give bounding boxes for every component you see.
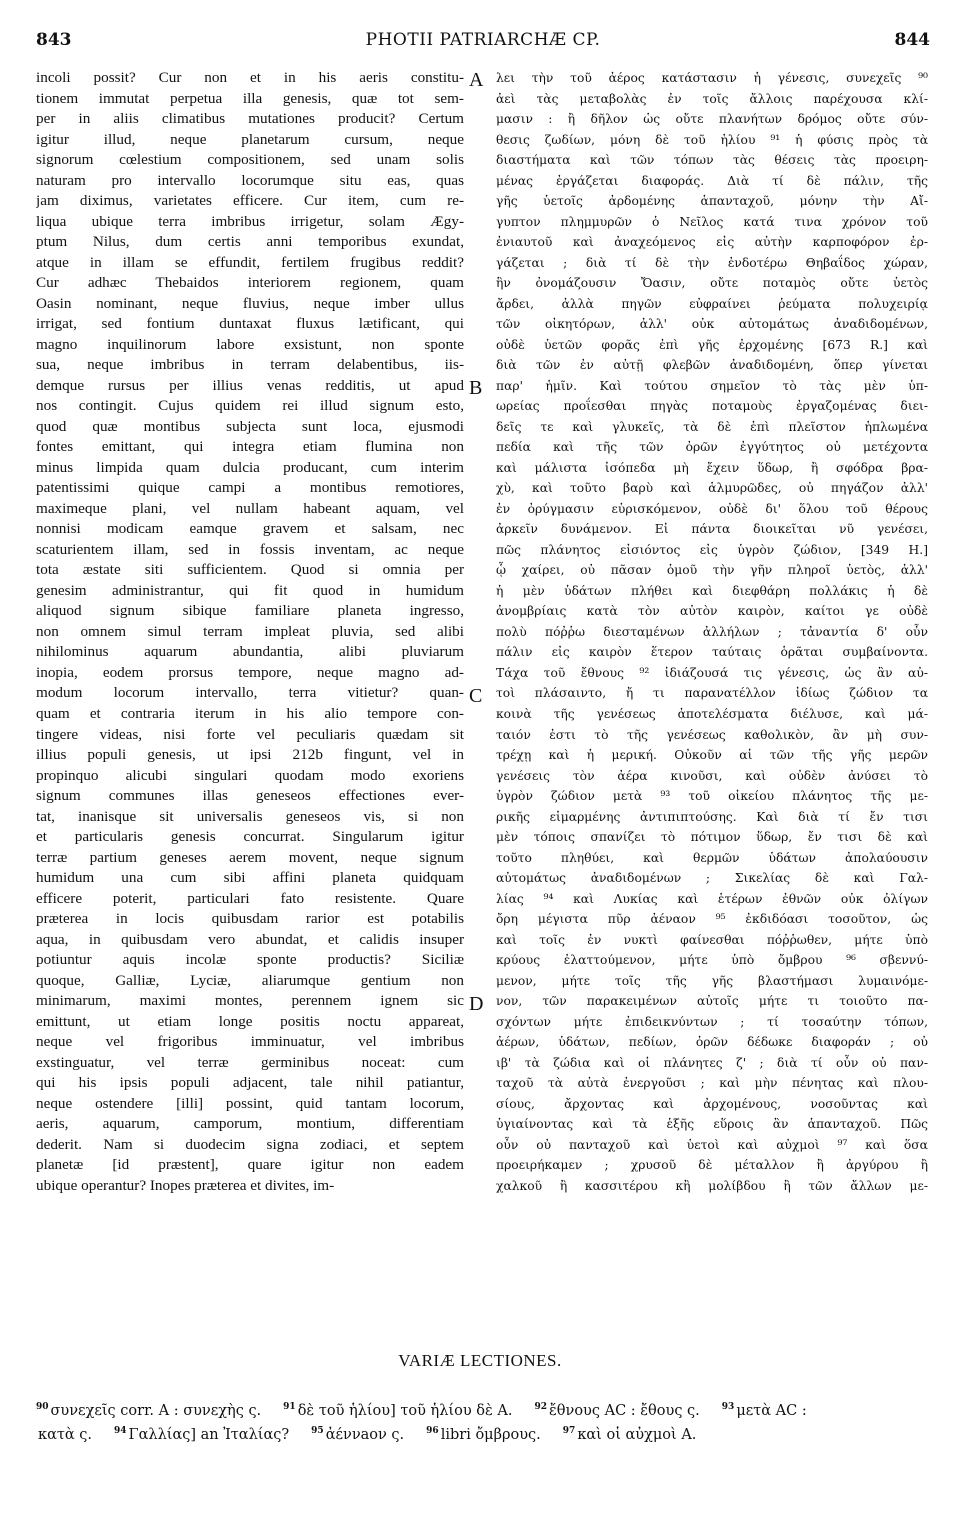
greek-text-line: ταχοῦ τὰ αὐτὰ ἐνεργοῦσι ; καὶ μὴν πένητας καὶ πλου-: [496, 1076, 928, 1091]
latin-text-line: quam et contraria iterum in his alio tempore con-: [36, 704, 464, 722]
footnote-text: libri ὄμβρους.: [440, 1426, 541, 1443]
greek-text-line: ἣν ὀνομάζουσιν Ὄασιν, οὔτε ποταμὸς οὔτε ὑετὸς: [496, 276, 928, 291]
greek-text-line: πάλιν εἰς καιρὸν ἕτερον ταύταις ὁρᾶται συμβαίνοντα.: [496, 645, 928, 660]
greek-text-line: ὑγιαίνοντας καὶ τὰ ἑξῆς εὕροις ἂν ἁπανταχοῦ. Πῶς: [496, 1117, 928, 1132]
latin-text-line: tionem immutat perpetua illa genesis, quæ tot sem-: [36, 89, 464, 107]
greek-text-line: ὄρη μέγιστα πῦρ ἀέναον ⁹⁵ ἐκδιδόασι τοσοῦτον, ὡς: [496, 912, 928, 927]
latin-text-line: humidum una cum sibi affini planeta quidquam: [36, 869, 464, 887]
latin-text-line: minus limpida quam dulcia producant, cum interim: [36, 458, 464, 476]
latin-text-line: modum locorum intervallo, terra vitietur? quan-: [36, 684, 464, 702]
latin-text-line: tat, inanisque sit universalis geneseos vis, si non: [36, 807, 464, 825]
latin-text-line: igitur illud, neque planetarum cursum, neque: [36, 130, 464, 148]
greek-text-line: ἐν ὀρύγμασιν εὑρισκόμενον, οὐδὲ δι' ὅλου τοῦ θέρους: [496, 501, 928, 516]
footnote-text: μετὰ AC :: [736, 1402, 807, 1419]
footnotes-line-2: [36, 1420, 930, 1446]
footnote: [36, 1427, 92, 1443]
footnote-text: Γαλλίας] an Ἰταλίας?: [128, 1426, 290, 1443]
greek-text-line: ἄρδει, ἀλλὰ πηγῶν εὐφραίνει ῥεύματα πολυχειρίᾳ: [496, 296, 928, 311]
greek-text-line: μένας ἐργάζεται διαφοράς. Διὰ τί δὲ πάλιν, τῆς: [496, 173, 928, 188]
latin-text-line: incoli possit? Cur non et in his aeris constitu-: [36, 69, 464, 86]
footnote-number: 91: [283, 1402, 296, 1412]
greek-text-line: ἀέρων, ὑδάτων, πεδίων, ὀρῶν δέδωκε διαφοράν ; οὐ: [496, 1035, 928, 1050]
running-header: [36, 30, 930, 64]
greek-text-line: Τάχα τοῦ ἔθνους ⁹² ἰδιάζουσά τις γένεσις, ὡς ἂν αὐ-: [496, 665, 928, 680]
latin-text-line: Cur adhæc Thebaidos interiorem regionem, quam: [36, 274, 464, 292]
running-title: PHOTII PATRIARCHÆ CP.: [365, 30, 601, 50]
latin-text-line: tota æstate siti sufficientem. Quod si omnia per: [36, 561, 464, 579]
latin-text-line: qui his ipsis populi adjacent, tale nihil patiantur,: [36, 1074, 464, 1092]
greek-text-line: σίους, ἄρχοντας καὶ ἀρχομένους, νοσοῦντας καὶ: [496, 1096, 928, 1111]
latin-text-line: terræ partium geneses aerem movent, neque signum: [36, 848, 464, 866]
section-marker-d: D: [469, 993, 484, 1015]
greek-text-line: κρύους ἐλαττούμενον, μήτε ὑπὸ ὄμβρου ⁹⁶ σβεννύ-: [496, 953, 928, 968]
latin-text-line: illius populi genesis, ut ipsi 212b fingunt, vel in: [36, 746, 464, 764]
latin-text-line: signum communes illas geneseos effectiones ever-: [36, 787, 464, 805]
greek-text-line: καὶ μάλιστα ἰσόπεδα μὴ ἔχειν ὕδωρ, ἢ σφόδρα βρα-: [496, 460, 928, 475]
latin-text-line: aliquod signum sibique familiare planeta ingresso,: [36, 602, 464, 620]
latin-text-line: exstinguatur, vel terræ germinibus noceat: cum: [36, 1053, 464, 1071]
latin-text-line: propinquo alicubi singulari quodam modo exoriens: [36, 766, 464, 784]
greek-text-line: ιβ' τὰ ζώδια καὶ οἱ πλάνητες ζ' ; διὰ τί οὖν οὐ παν-: [496, 1055, 928, 1070]
greek-text-line: παρ' ἡμῖν. Καὶ τούτου σημεῖον τὸ τὰς μὲν ὑπ-: [496, 378, 928, 393]
greek-text-line: γυπτον πλημμυρῶν ὁ Νεῖλος κατά τινα χρόνον τοῦ: [496, 214, 928, 229]
greek-text-line: τῶν οἰκητόρων, ἀλλ' οὐκ αὐτομάτως ἀναδιδομένων,: [496, 317, 928, 332]
footnote-number: 90: [36, 1402, 49, 1412]
page-number-right: 844: [894, 30, 930, 50]
footnote-number: 95: [311, 1426, 324, 1436]
greek-text-line: ἡ μὲν ὑδάτων πλήθει καὶ διεφθάρη πολλάκις ἡ δὲ: [496, 583, 928, 598]
section-marker-a: A: [469, 69, 484, 91]
footnote: [283, 1403, 512, 1419]
greek-column: [496, 68, 928, 1196]
footnote-number: 97: [562, 1426, 576, 1436]
greek-text-line: διαστήματα καὶ τῶν τόπων τὰς θέσεις τὰς προειρη-: [496, 153, 928, 168]
greek-text-line: ἀνομβρίαις κατὰ τὸν αὐτὸν καιρὸν, καίτοι γε οὐδὲ: [496, 604, 928, 619]
greek-text-line: ἀρκεῖν δυνάμενον. Εἰ πάντα διοικεῖται νῦ γενέσει,: [496, 522, 928, 537]
greek-text-line: θεσις ζωδίων, μόνη δὲ τοῦ ἡλίου ⁹¹ ἡ φύσις πρὸς τὰ: [496, 132, 928, 147]
footnote-text: κατὰ ς.: [38, 1426, 93, 1443]
greek-text-line: σχόντων μήτε ἐπιδεικνύντων ; τί τοσαύτην τόπων,: [496, 1014, 928, 1029]
greek-text-line: ωρείας προΐεσθαι πηγὰς ποταμοὺς ἐργαζομένας διει-: [496, 399, 928, 414]
latin-text-line: nonnisi modicam eamque gravem et salsam, nec: [36, 520, 464, 538]
greek-text-line: γῆς ὑετοῖς ἀρδομένης ἁπανταχοῦ, μόνην τὴν Αἴ-: [496, 194, 928, 209]
latin-text-line: nos contingit. Cujus quidem rei illud signum esto,: [36, 397, 464, 415]
latin-text-line: planetæ [id præstent], quare igitur non eadem: [36, 1156, 464, 1174]
greek-text-line: αὐτομάτως ἀναδιδομένων ; Σικελίας δὲ καὶ Γαλ-: [496, 871, 928, 886]
greek-text-line: λίας ⁹⁴ καὶ Λυκίας καὶ ἑτέρων ἐθνῶν οὐκ ὀλίγων: [496, 891, 928, 906]
latin-text-line: ubique operantur? Inopes præterea et divites, im-: [36, 1176, 335, 1194]
greek-text-line: νον, τῶν παρακειμένων αὐτοῖς μήτε τι τοιοῦτο πα-: [496, 994, 928, 1009]
greek-text-line: ταιόν ἐστι τὸ τῆς γενέσεως καθολικὸν, ἂν μὴ συν-: [496, 727, 928, 742]
greek-text-line: δεῖς τε καὶ γλυκεῖς, τὰ δὲ ἐπὶ πλεῖστον ἡπλωμένα: [496, 419, 928, 434]
latin-text-line: irrigat, sed fontium duntaxat fluxus lætificant, qui: [36, 315, 464, 333]
greek-text-line: προειρήκαμεν ; χρυσοῦ δὲ μέταλλον ἢ ἀργύρου ἢ: [496, 1158, 928, 1173]
page-number-left: 843: [36, 30, 72, 50]
latin-text-line: minimarum, maximi montes, perennem ignem sic: [36, 992, 464, 1010]
latin-text-line: quoque, Galliæ, Lyciæ, aliarumque gentium non: [36, 971, 464, 989]
latin-text-line: atque in illam se effundit, fertilem frugibus reddit?: [36, 253, 464, 271]
section-marker-c: C: [469, 685, 483, 707]
latin-text-line: præterea in locis quibusdam rarior est potabilis: [36, 910, 464, 928]
footnote: [426, 1427, 541, 1443]
footnote: [311, 1427, 404, 1443]
latin-text-line: jam diximus, varietates efficere. Cur item, cum re-: [36, 192, 464, 210]
section-marker-b: B: [469, 377, 483, 399]
greek-text-line: ρικῆς εἱμαρμένης ἀντιπιπτούσης. Καὶ διὰ τί ἔν τισι: [496, 809, 928, 824]
footnote-text: συνεχεῖς corr. A : συνεχὴς ς.: [50, 1402, 262, 1419]
footnote-text: δὲ τοῦ ἡλίου] τοῦ ἡλίου δὲ A.: [297, 1402, 513, 1419]
greek-text-line: χὺ, καὶ τοῦτο βαρὺ καὶ ἁλμυρῶδες, οὐ πηγάζον ἀλλ': [496, 481, 928, 496]
greek-text-line: διὰ τῶν ἐν αὐτῇ φλεβῶν ἀναδιδομένη, ὅπερ γίνεται: [496, 358, 928, 373]
greek-text-line: γενέσεις τὸν ἀέρα κινοῦσι, καὶ οὐδὲν ἀνύσει τὸ: [496, 768, 928, 783]
footnote-text: καὶ οἱ αὐχμοὶ A.: [577, 1426, 697, 1443]
footnote: [534, 1403, 699, 1419]
footnote-number: 92: [534, 1402, 547, 1412]
latin-text-line: neque ostendere [illi] possint, quid tantam locorum,: [36, 1094, 464, 1112]
footnote-text: ἀέννaον ς.: [325, 1426, 405, 1443]
latin-text-line: potiuntur aquis incolæ sponte productis? Siciliæ: [36, 951, 464, 969]
greek-text-line: μασιν : ἢ δῆλον ὡς οὔτε πλανήτων δρόμος οὔτε σύν-: [496, 112, 928, 127]
greek-text-line: μὲν τόποις σπανίζει τὸ πότιμον ὕδωρ, ἔν τισι δὲ καὶ: [496, 830, 928, 845]
footnote-number: 94: [114, 1426, 127, 1436]
latin-text-line: genesim administrantur, qui fit quod in humidum: [36, 581, 464, 599]
latin-text-line: dederit. Nam si duodecim signa zodiaci, et septem: [36, 1135, 464, 1153]
latin-text-line: Oasin nominant, neque fluvius, neque imber ullus: [36, 294, 464, 312]
latin-text-line: liqua ubique terra imbribus irrigetur, solam Ægy-: [36, 212, 464, 230]
footnote-number: 96: [426, 1426, 439, 1436]
greek-text-line: τοῦτο πληθύει, καὶ θερμῶν ὑδάτων ἀπολαύουσιν: [496, 850, 928, 865]
greek-text-line: τρέχῃ καὶ ἡ μερική. Οὐκοῦν αἱ τῶν τῆς γῆς μερῶν: [496, 748, 928, 763]
greek-text-line: τοὶ πλάσαιντο, ἤ τι παρανατέλλον ἰδίως ζώδιον τα: [496, 686, 928, 701]
latin-text-line: signorum cœlestium compositionem, sed unam solis: [36, 151, 464, 169]
latin-text-line: et particularis genesis concurrat. Singularum igitur: [36, 828, 464, 846]
latin-text-line: efficere poterit, particulari fato resistente. Quare: [36, 889, 464, 907]
latin-text-line: aqua, in quibusdam vero abundat, et calidis insuper: [36, 930, 464, 948]
greek-text-line: γάζεται ; διὰ τί δὲ τὴν ἐνδοτέρω Θηβαΐδος χώραν,: [496, 255, 928, 270]
footnote: [36, 1403, 261, 1419]
latin-column: [36, 68, 464, 1196]
greek-text-line: πολὺ πόῤῥω διεσταμένων ἀλλήλων ; τἀναντία δ' οὖν: [496, 624, 928, 639]
latin-text-line: quod quæ montibus subjecta sunt loca, ejusmodi: [36, 417, 464, 435]
latin-text-line: neque vel frigoribus imminuatur, vel imbribus: [36, 1033, 464, 1051]
greek-text-line: πεδία καὶ τῆς τῶν ὀρῶν ἐγγύτητος οὐ μετέχοντα: [496, 440, 928, 455]
greek-text-line: λει τὴν τοῦ ἀέρος κατάστασιν ἡ γένεσις, συνεχεῖς ⁹⁰: [496, 71, 928, 85]
footnotes-line-1: [36, 1396, 930, 1422]
greek-text-line: ἐνιαυτοῦ καὶ ἀναχεόμενος εἰς αὐτὴν καρποφόρον ἐρ-: [496, 235, 928, 250]
latin-text-line: magno inquilinorum labore exsistunt, non sponte: [36, 335, 464, 353]
latin-text-line: demque rursus per illius venas redditis, ut apud: [36, 376, 464, 394]
footnote-text: ἔθνους AC : ἔθους ς.: [549, 1402, 700, 1419]
greek-text-line: κοινὰ τῆς γενέσεως ἀποτελέσματα διέλυσε, καὶ μά-: [496, 706, 928, 721]
latin-text-line: per in aliis climatibus mutationes producit? Certum: [36, 110, 464, 128]
latin-text-line: emittunt, ut etiam longe positis noctu appareat,: [36, 1012, 464, 1030]
latin-text-line: patentissimi quique campi a montibus remotiores,: [36, 479, 464, 497]
footnote: [114, 1427, 289, 1443]
greek-text-line: οὖν οὐ πανταχοῦ καὶ ὑετοὶ καὶ αὐχμοὶ ⁹⁷ καὶ ὅσα: [496, 1137, 928, 1152]
greek-text-line: μενον, μήτε τοῖς τῆς γῆς βλαστήμασι λυμαινόμε-: [496, 973, 928, 988]
greek-text-line: ᾧ χαίρει, οὐ πᾶσαν ὁμοῦ τὴν γῆν πληροῖ ὑετὸς, ἀλλ': [496, 563, 928, 578]
greek-text-line: ὑγρὸν ζώδιον μετὰ ⁹³ τοῦ οἰκείου πλάνητος τῆς με-: [496, 789, 928, 804]
latin-text-line: inopia, eodem prorsus tempore, neque magno ad-: [36, 663, 464, 681]
footnote: [722, 1403, 807, 1419]
latin-text-line: scaturientem illam, sed in fossis inventam, ac neque: [36, 540, 464, 558]
latin-text-line: non omnem simul terram impleat pluvia, sed alibi: [36, 622, 464, 640]
latin-text-line: tingere videas, nisi forte vel peculiaris quædam sit: [36, 725, 464, 743]
greek-text-line: οὐδὲ ὑετῶν φορᾶς ἐπὶ γῆς ἐρχομένης [673 R.] καὶ: [496, 337, 928, 352]
footnote: [563, 1427, 697, 1443]
greek-text-line: ἀεὶ τὰς μεταβολὰς ἐν τοῖς ἄλλοις παρέχουσα κλί-: [496, 91, 928, 106]
latin-text-line: fontes emittant, qui integra etiam flumina non: [36, 438, 464, 456]
latin-text-line: aeris, aquarum, camporum, montium, differentiam: [36, 1115, 464, 1133]
latin-text-line: ptum Nilus, dum certis anni temporibus exundat,: [36, 233, 464, 251]
latin-text-line: sua, neque imbribus in terram delabentibus, iis-: [36, 356, 464, 374]
greek-text-line: χαλκοῦ ἢ κασσιτέρου κἢ μολίβδου ἢ τῶν ἄλλων με-: [496, 1178, 928, 1193]
latin-text-line: naturam pro intervallo locorumque situ eas, quas: [36, 171, 464, 189]
greek-text-line: καὶ τοῖς ἐν νυκτὶ φαίνεσθαι πόῤῥωθεν, μήτε ὑπὸ: [496, 932, 928, 947]
footnote-number: 93: [721, 1402, 735, 1412]
latin-text-line: maximeque plani, vel nullam habeant aquam, vel: [36, 499, 464, 517]
latin-text-line: nihilominus aquarum abundantia, alibi pluviarum: [36, 643, 464, 661]
variae-lectiones-heading: VARIÆ LECTIONES.: [398, 1351, 562, 1370]
greek-text-line: πῶς πλάνητος εἰσιόντος εἰς ὑγρὸν ζώδιον, [349 H.]: [496, 542, 928, 557]
